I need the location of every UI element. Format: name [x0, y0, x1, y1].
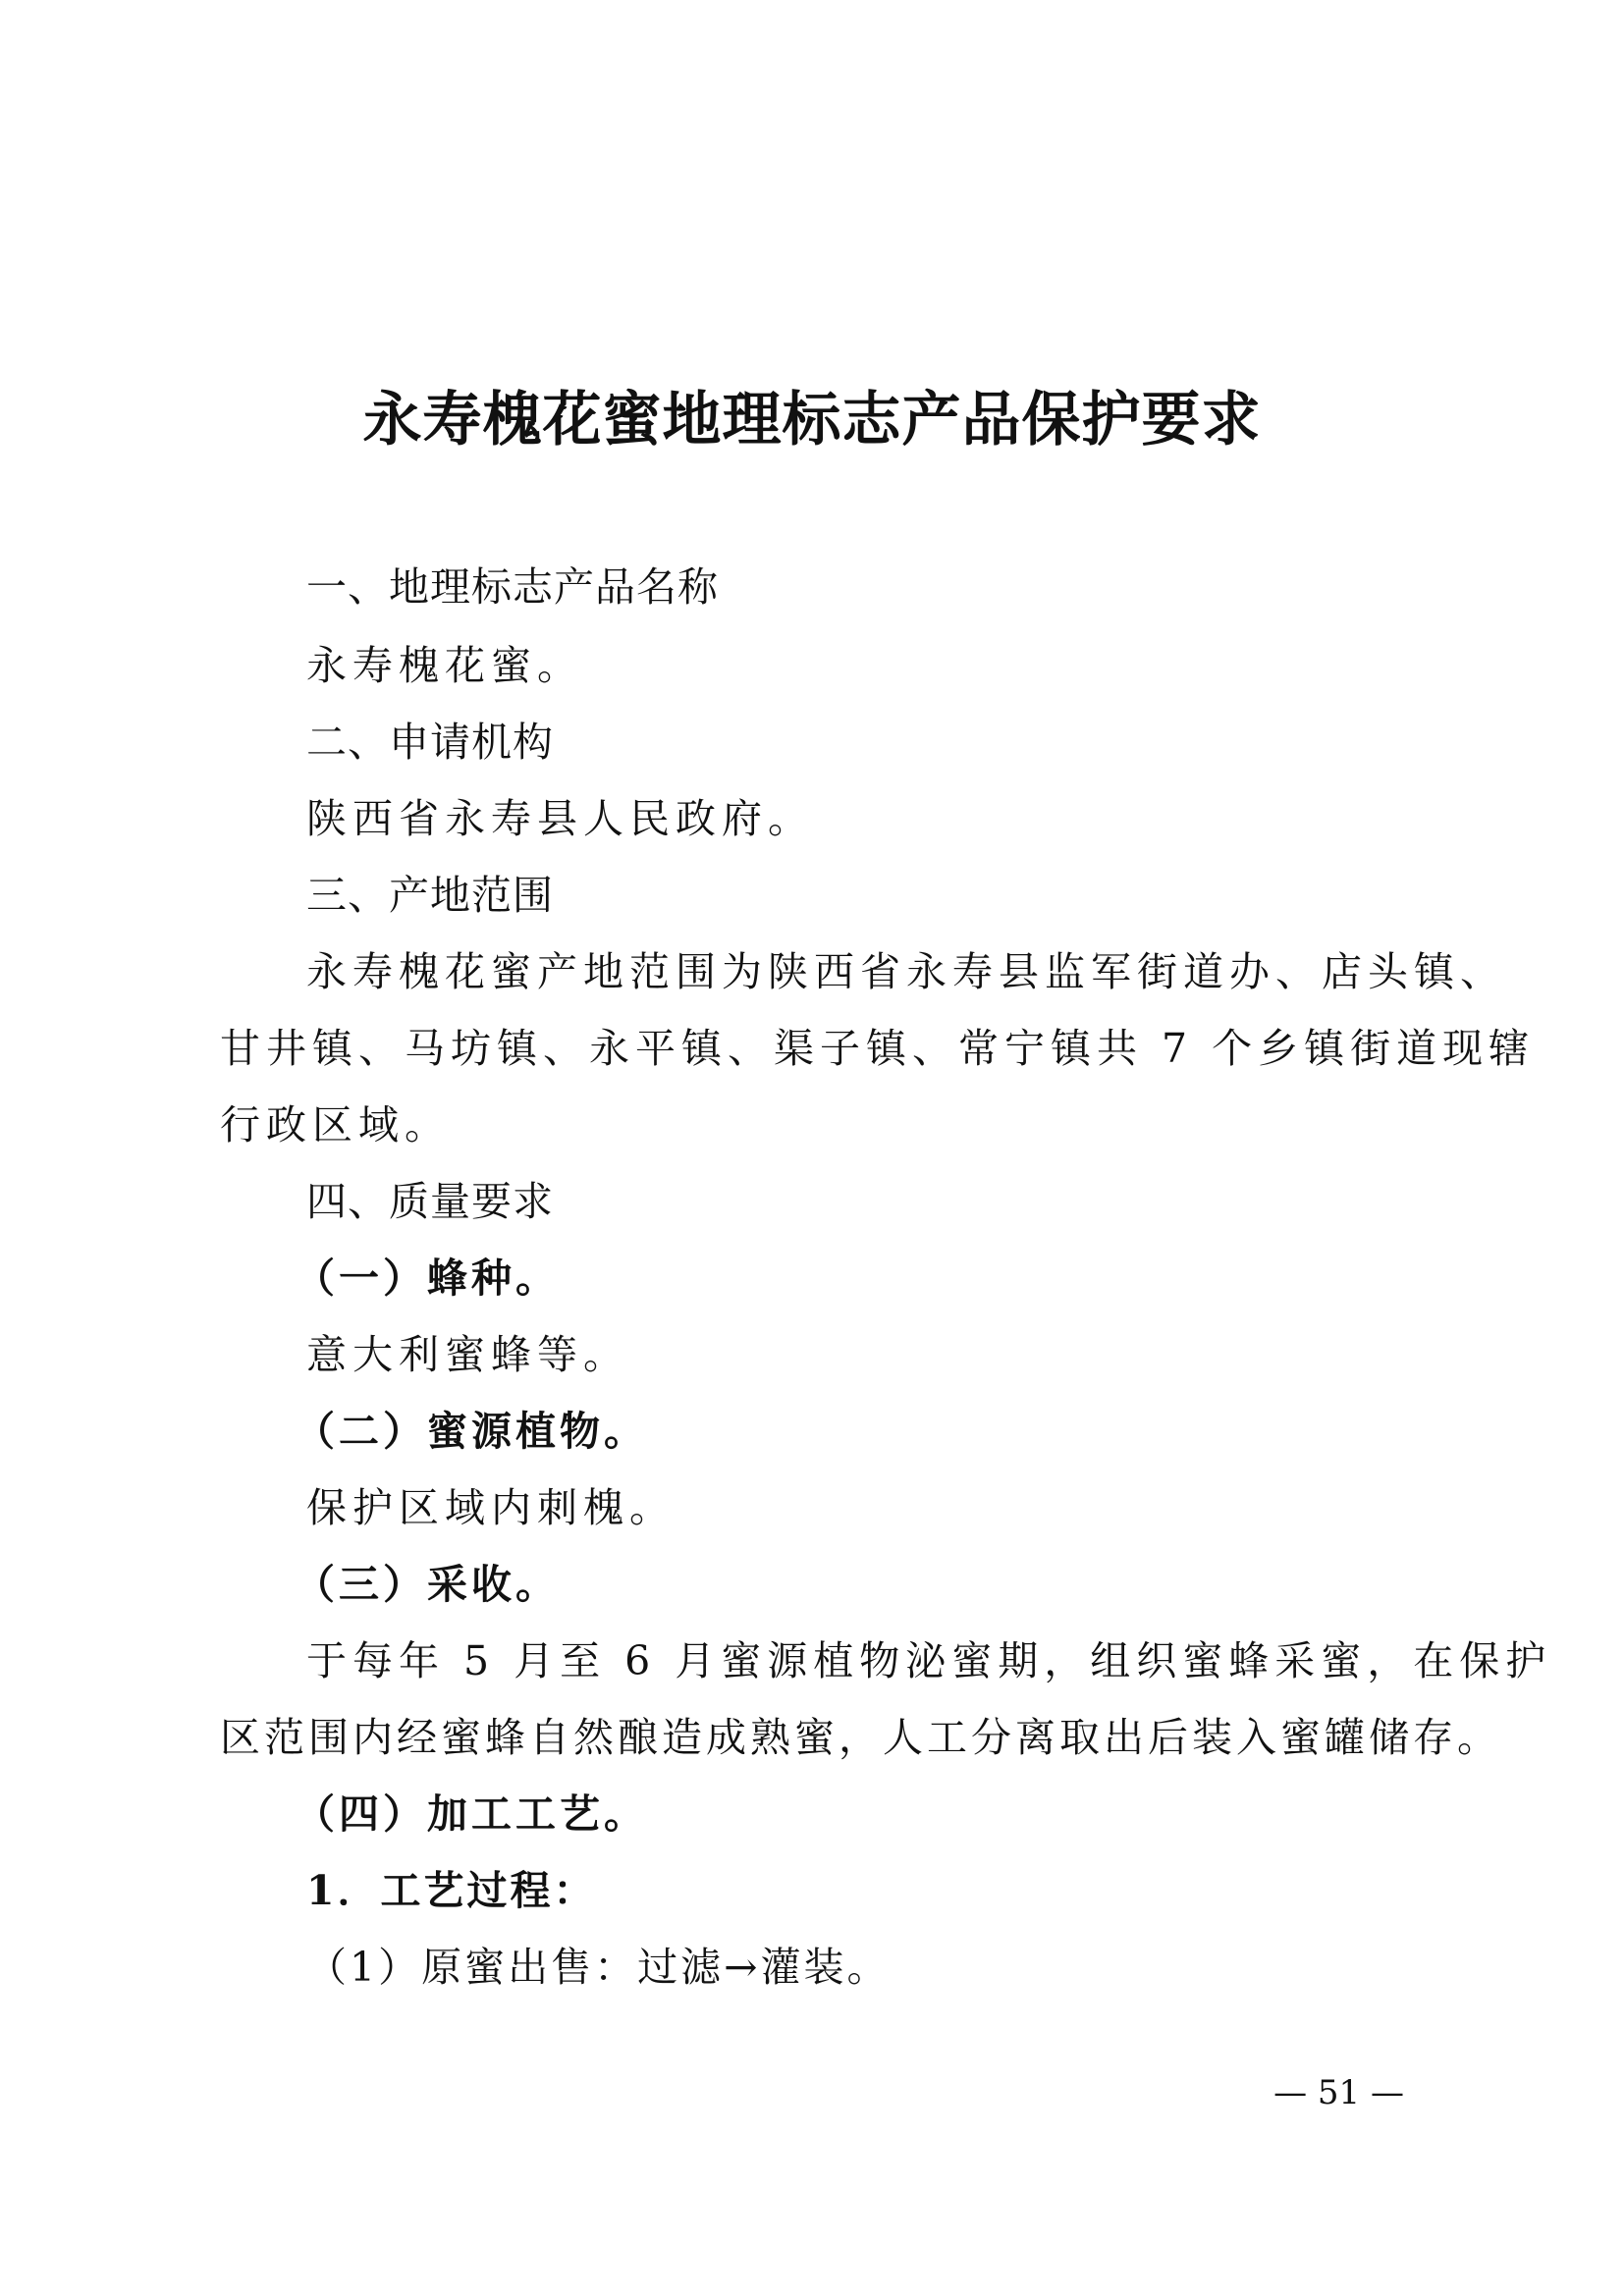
subsection-heading-processing: （四）加工工艺。: [295, 1790, 648, 1838]
processing-item-1: 1．工艺过程：: [306, 1867, 597, 1914]
section-body-applicant: 陕西省永寿县人民政府。: [306, 795, 814, 842]
page-number: — 51 —: [1273, 2073, 1404, 2112]
subsection-body-bee-species: 意大利蜜蜂等。: [306, 1331, 629, 1378]
section-heading-product-name: 一、地理标志产品名称: [306, 563, 719, 611]
section-body-product-name: 永寿槐花蜜。: [306, 642, 583, 689]
section-body-origin-area-line2: 甘井镇、马坊镇、永平镇、渠子镇、常宁镇共 7 个乡镇街道现辖: [220, 1025, 1536, 1072]
subsection-body-harvest-line1: 于每年 5 月至 6 月蜜源植物泌蜜期，组织蜜蜂采蜜，在保护: [306, 1637, 1552, 1684]
processing-item-1-sub-1: （1）原蜜出售：过滤→灌装。: [306, 1944, 891, 1991]
subsection-heading-bee-species: （一）蜂种。: [295, 1255, 560, 1302]
subsection-body-harvest-line2: 区范围内经蜜蜂自然酿造成熟蜜，人工分离取出后装入蜜罐储存。: [220, 1714, 1501, 1761]
subsection-heading-harvest: （三）采收。: [295, 1561, 560, 1608]
document-title: 永寿槐花蜜地理标志产品保护要求: [362, 386, 1262, 454]
section-heading-applicant: 二、申请机构: [306, 719, 554, 766]
section-heading-origin-area: 三、产地范围: [306, 872, 554, 919]
subsection-heading-nectar-plants: （二）蜜源植物。: [295, 1408, 648, 1455]
subsection-body-nectar-plants: 保护区域内刺槐。: [306, 1484, 676, 1531]
section-body-origin-area-line1: 永寿槐花蜜产地范围为陕西省永寿县监军街道办、店头镇、: [306, 948, 1506, 995]
section-heading-quality: 四、质量要求: [306, 1178, 554, 1225]
section-body-origin-area-line3: 行政区域。: [220, 1101, 451, 1148]
